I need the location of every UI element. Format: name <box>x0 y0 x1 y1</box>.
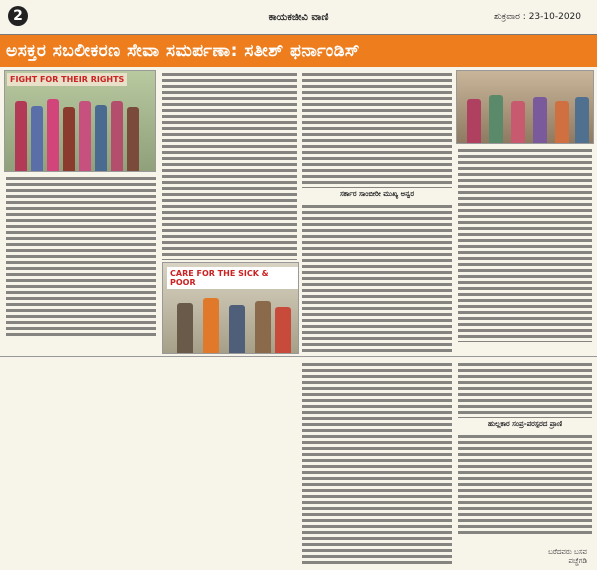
subheading-2: ಹುಲ್ಲಕಾರ ಸಂಪ್ರ-ಪರಸ್ಪರದ ಪ್ರಾಣಿ <box>458 420 592 430</box>
newspaper-name: ಕಾಯಕಜೀವಿ ವಾಣಿ <box>268 12 329 23</box>
subheading-1: ಸರ್ಕಾರ ಸಾಂಬೀರೀ ಮುಖ್ಯ ಅನ್ವರ <box>302 190 452 200</box>
article-column-4 <box>458 146 592 342</box>
issue-date: ಶುಕ್ರವಾರ : 23-10-2020 <box>494 12 581 22</box>
care-photo <box>162 262 299 354</box>
section-divider <box>0 356 597 357</box>
article-column-2 <box>162 70 297 260</box>
page-number: 2 <box>8 6 28 26</box>
page-header <box>0 0 597 35</box>
headline-banner: ಅಸಕ್ತರ ಸಬಲೀಕರಣ ಸೇವಾ ಸಮರ್ಪಣಾ: ಸತೀಶ್ ಫರ್ನಾಂಡಿಸ್ <box>0 35 597 67</box>
middle-photo-sign: CARE FOR THE SICK & POOR <box>167 267 298 289</box>
article-column-1 <box>6 174 156 338</box>
group-photo <box>456 70 594 144</box>
left-photo-sign: FIGHT FOR THEIR RIGHTS <box>7 73 127 86</box>
article-column-3-top <box>302 70 452 188</box>
article-column-6-bottom <box>458 432 592 536</box>
article-column-3-mid <box>302 202 452 352</box>
protest-photo <box>4 70 156 172</box>
author-credit: ಬರೆದವರು ಬಸವ ಪಚ್ಚೆಗಡಿ <box>548 548 587 565</box>
article-column-5 <box>302 360 452 566</box>
article-column-6-top <box>458 360 592 418</box>
